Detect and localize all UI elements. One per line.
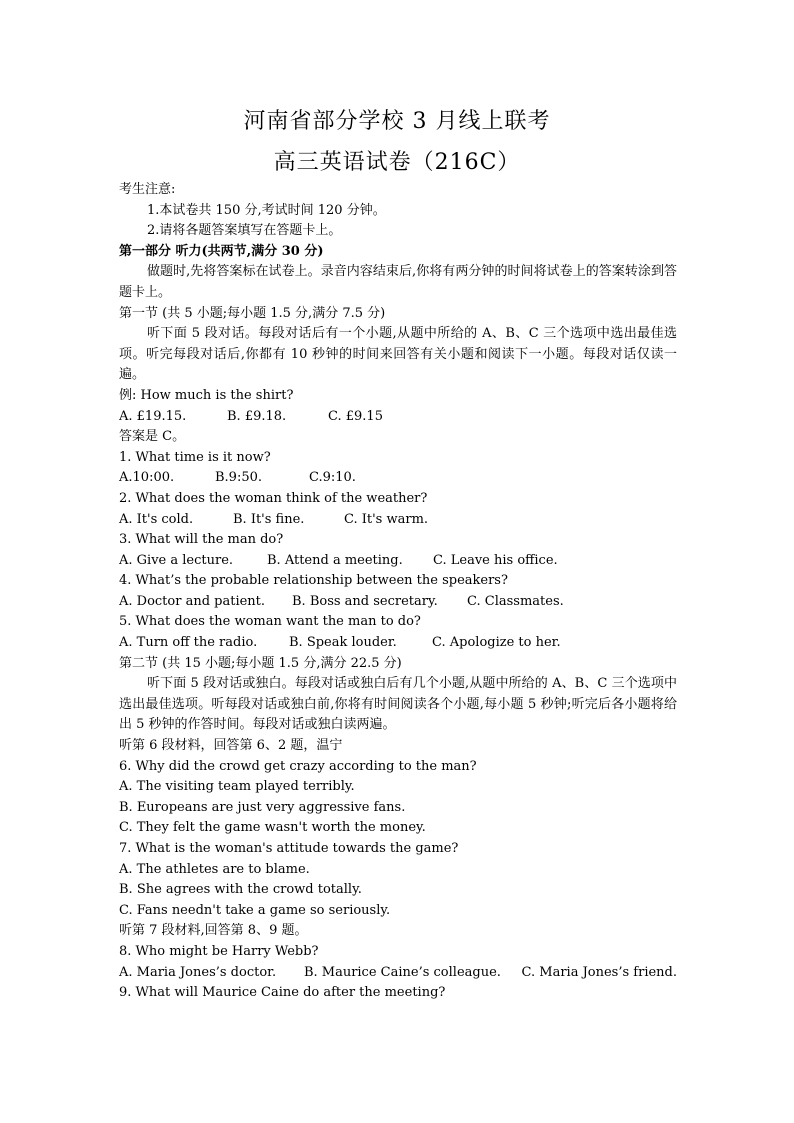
option: C. £9.15: [328, 408, 383, 424]
question: 5. What does the woman want the man to do?: [119, 614, 421, 630]
question: 7. What is the woman's attitude towards the game?: [119, 841, 459, 856]
options: [119, 468, 677, 489]
exam-title: 河南省部分学校 3 月线上联考: [243, 109, 551, 134]
question: 9. What will Maurice Caine do after the meeting?: [119, 985, 446, 1001]
notice-item: 1.本试卷共 150 分,考试时间 120 分钟。: [147, 202, 386, 218]
option: A. £19.15.: [119, 408, 187, 424]
option: C. They felt the game wasn't worth the money.: [119, 820, 426, 836]
option: B.9:50.: [215, 470, 263, 486]
option: C. Maria Jones’s friend.: [521, 964, 677, 980]
option: B. Europeans are just very aggressive fans.: [119, 799, 406, 815]
option: B. Speak louder.: [289, 635, 397, 651]
option: C. Classmates.: [467, 593, 564, 609]
option: B. Maurice Caine’s colleague.: [303, 964, 501, 980]
section2-instructions: 听下面 5 段对话或独白。每段对话或独白后有几个小题,从题中所给的 A、B、C 三个选项中选出最佳选项。听每段对话或独白前,你将有时间阅读各个小题,每小题 5 秒钟;听完后各小题将给出 5 秒钟的作答时间。每段对话或独白读两遍。: [119, 676, 677, 733]
option: A. Doctor and patient.: [119, 593, 266, 609]
option: C.9:10.: [309, 470, 356, 486]
options: [119, 963, 677, 984]
option: B. She agrees with the crowd totally.: [119, 882, 362, 898]
part1-heading: 第一部分 听力(共两节,满分 30 分): [119, 243, 324, 259]
option: A. It's cold.: [119, 511, 194, 527]
example-question: 例: How much is the shirt?: [119, 387, 294, 403]
question: 6. Why did the crowd get crazy according to the man?: [119, 758, 477, 774]
exam-body: [119, 180, 677, 1004]
question: 3. What will the man do?: [119, 532, 284, 548]
question: 1. What time is it now?: [119, 449, 271, 465]
question: 8. Who might be Harry Webb?: [119, 943, 319, 959]
options: [119, 592, 677, 613]
example-answer: 答案是 C。: [119, 429, 186, 445]
option: C. Fans needn't take a game so seriously.: [119, 902, 391, 918]
material-heading: 听第 7 段材料,回答第 8、9 题。: [119, 923, 308, 939]
option: C. Leave his office.: [433, 552, 558, 568]
option: B. £9.18.: [227, 408, 287, 424]
option: A. The visiting team played terribly.: [119, 779, 355, 795]
options: [119, 551, 677, 572]
option: A. Give a lecture.: [119, 552, 234, 568]
option: A. The athletes are to blame.: [119, 861, 310, 877]
question: 2. What does the woman think of the weather?: [119, 490, 428, 506]
part1-instructions: 做题时,先将答案标在试卷上。录音内容结束后,你将有两分钟的时间将试卷上的答案转涂到答题卡上。: [119, 264, 677, 300]
option: B. Boss and secretary.: [292, 593, 438, 609]
section2-heading: 第二节 (共 15 小题;每小题 1.5 分,满分 22.5 分): [119, 655, 402, 671]
option: C. It's warm.: [344, 511, 429, 527]
option: B. Attend a meeting.: [267, 552, 403, 568]
options: [119, 510, 677, 531]
section1-heading: 第一节 (共 5 小题;每小题 1.5 分,满分 7.5 分): [119, 305, 386, 321]
notice-heading: 考生注意:: [119, 182, 176, 197]
option: A. Turn off the radio.: [119, 635, 258, 651]
option: A. Maria Jones’s doctor.: [119, 964, 277, 980]
option: B. It's fine.: [233, 511, 305, 527]
notice-item: 2.请将各题答案填写在答题卡上。: [147, 223, 342, 239]
example-options: [119, 407, 677, 428]
options: [119, 633, 677, 654]
exam-subtitle: 高三英语试卷（216C）: [273, 150, 521, 175]
option: C. Apologize to her.: [432, 635, 561, 651]
section1-instructions: 听下面 5 段对话。每段对话后有一个小题,从题中所给的 A、B、C 三个选项中选出最佳选项。听完每段对话后,你都有 10 秒钟的时间来回答有关小题和阅读下一小题。每段对话仅读一遍。: [119, 326, 677, 383]
question: 4. What’s the probable relationship between the speakers?: [119, 573, 508, 589]
option: A.10:00.: [119, 470, 175, 486]
material-heading: 听第 6 段材料，回答第 6、2 题，温宁: [119, 738, 343, 754]
